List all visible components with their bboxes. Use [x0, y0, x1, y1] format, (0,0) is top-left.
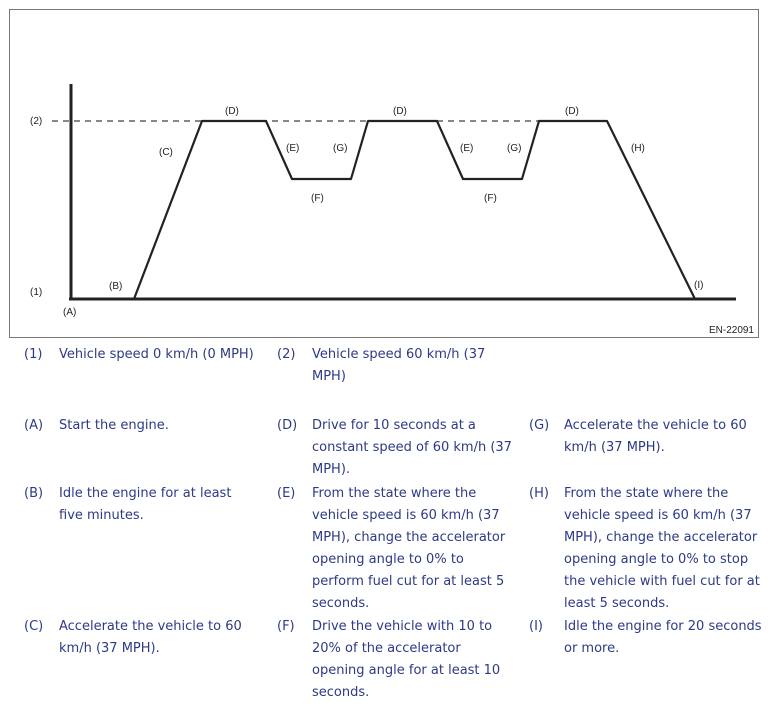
legend-text: Vehicle speed 0 km/h (0 MPH): [59, 347, 254, 362]
legend-code: (D): [277, 418, 298, 433]
legend-text: Accelerate the vehicle to 60 km/h (37 MPH).: [59, 619, 242, 656]
segment-label-f1: (F): [311, 193, 324, 204]
legend-code: (1): [24, 347, 43, 362]
legend-code: (B): [24, 486, 44, 501]
segment-label-g1: (G): [333, 143, 348, 154]
figure-id-code: EN-22091: [708, 325, 754, 336]
segment-label-g2: (G): [507, 143, 522, 154]
legend-text: From the state where the vehicle speed is 60 km/h (37 MPH), change the accelerator opening angle to 0% to perform fuel cut for at least 5 seconds.: [312, 486, 506, 611]
legend-text: Accelerate the vehicle to 60 km/h (37 MPH).: [564, 418, 747, 455]
segment-label-b: (B): [109, 281, 123, 292]
legend-text: Start the engine.: [59, 418, 169, 433]
segment-label-d3: (D): [565, 106, 579, 117]
segment-label-i: (I): [694, 280, 704, 291]
legend-code: (H): [529, 486, 549, 501]
segment-label-e1: (E): [286, 143, 300, 154]
legend-code: (G): [529, 418, 550, 433]
legend-code: (I): [529, 619, 543, 634]
y-label-speed-0: (1): [30, 287, 43, 298]
legend-code: (F): [277, 619, 295, 634]
legend-code: (A): [24, 418, 44, 433]
y-label-speed-60: (2): [30, 116, 43, 127]
legend-text: Drive for 10 seconds at a constant speed of 60 km/h (37 MPH).: [312, 418, 512, 477]
segment-label-f2: (F): [484, 193, 497, 204]
legend-text: Drive the vehicle with 10 to 20% of the accelerator opening angle for at least 10 seconds.: [312, 619, 501, 700]
legend-text: Idle the engine for at least five minutes.: [59, 486, 232, 523]
legend-code: (E): [277, 486, 296, 501]
drive-cycle-diagram: [0, 0, 775, 345]
origin-label-a: (A): [63, 307, 77, 318]
segment-label-h: (H): [631, 143, 645, 154]
segment-label-d2: (D): [393, 106, 407, 117]
legend-text: Vehicle speed 60 km/h (37 MPH): [312, 347, 486, 384]
segment-label-e2: (E): [460, 143, 474, 154]
legend-text: From the state where the vehicle speed is 60 km/h (37 MPH), change the accelerator opening angle to 0% to stop the vehicle with fuel cut for at least 5 seconds.: [564, 486, 760, 611]
segment-label-d1: (D): [225, 106, 239, 117]
legend-code: (2): [277, 347, 296, 362]
segment-label-c: (C): [159, 147, 173, 158]
legend-code: (C): [24, 619, 44, 634]
legend-text: Idle the engine for 20 seconds or more.: [564, 619, 762, 656]
